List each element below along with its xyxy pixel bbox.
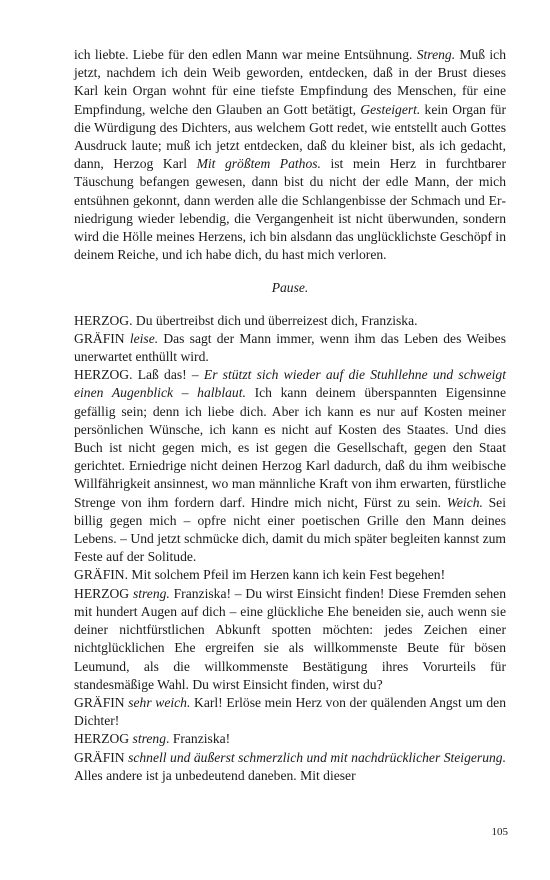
dialogue-text: HERZOG. Du übertreibst dich und überreizest dich, Franziska. xyxy=(74,312,418,328)
dialogue-text: HERZOG. Laß das! – xyxy=(74,367,204,383)
text-paragraph xyxy=(74,366,506,566)
dialogue-text: GRÄFIN xyxy=(74,749,129,765)
stage-direction: schnell und äußerst schmerzlich und mit nachdrücklicher Steigerung. xyxy=(128,749,506,765)
text-paragraph xyxy=(74,749,506,785)
dialogue-text: Franziska! – Du wirst Einsicht finden! Diese Fremden sehen mit hundert Augen auf dich – eine glückliche Ehe beneiden sie, auch wenn sie deiner nichtfürstlichen Abkunft spotten möchten: jedes Zeichen einer nichtglücklichen Ehe ergreifen sie als willkommenste Beute für bösen Leumund, als die willkommenste Bestätigung ihres Vorurteils für standesmäßige Wahl. Du wirst Einsicht finden, wirst du? xyxy=(74,585,507,692)
text-paragraph xyxy=(74,312,506,330)
text-paragraph xyxy=(74,585,506,694)
text-paragraph xyxy=(74,694,506,730)
dialogue-text: Muß ich jetzt, nachdem ich dein Weib geworden, entdecken, daß in der Brust dieses Karl kein Organ wohnt für eine tiefste Empfindung des Menschen, für eine Empfindung, welche den Glauben an Gott betätigt, xyxy=(74,47,506,117)
dialogue-text: Das sagt der Mann immer, wenn ihm das Leben des Weibes unerwartet enthüllt wird. xyxy=(74,330,506,365)
dialogue-text: GRÄFIN. Mit solchem Pfeil im Herzen kann ich kein Fest begehen! xyxy=(74,567,446,583)
dialogue-text: Alles andere ist ja unbedeutend daneben. Mit dieser xyxy=(74,767,356,783)
dialogue-text: HERZOG xyxy=(74,731,133,747)
text-paragraph xyxy=(74,730,506,748)
page-body xyxy=(74,46,506,785)
dialogue-text: GRÄFIN xyxy=(74,694,129,710)
dialogue-text: Karl! Erlöse mein Herz von der quälenden Angst um den Dichter! xyxy=(74,694,506,729)
stage-direction: Streng. xyxy=(416,47,456,62)
dialogue-text: kein Organ für die Würdigung des Dichters, aus welchem Gott redet, wie entstellt auch Gottes Ausdruck laute; muß ich jetzt entdecken, daß du kleiner bist, als ich gedacht, dann, Herzog Karl xyxy=(74,101,506,172)
dialogue-text: ich liebte. Liebe für den edlen Mann war meine Entsühnung. xyxy=(74,47,417,62)
dialogue-text: HERZOG xyxy=(74,585,133,601)
stage-direction: streng xyxy=(132,731,167,747)
dialogue-text: GRÄFIN xyxy=(74,330,130,346)
text-paragraph xyxy=(74,46,506,264)
text-paragraph xyxy=(74,330,506,366)
dialogue-text: Ich kann deinem überspannten Eigensinne gefällig sein; denn ich liebe dich. Aber ich kann es nur auf Kosten meiner persönlichen Wünsche, ich kann es nicht auf Kosten des Staates. Und dies Buch ist nicht gegen mich, es ist gegen die Gesellschaft, gegen den Staat gerichtet. Erniedrige nicht deinen Herzog Karl dadurch, daß du ihm weibische Willfährigkeit ansinnest, wo man männliche Kraft von ihm erwarten, fürstliche Strenge von ihm fordern darf. Hindre mich nicht, Fürst zu sein. xyxy=(74,385,506,510)
page-number: 105 xyxy=(491,826,508,838)
stage-direction-pause xyxy=(74,279,506,297)
stage-direction: Weich. xyxy=(446,494,483,510)
stage-direction: sehr weich. xyxy=(128,694,191,710)
stage-direction: streng. xyxy=(132,585,170,601)
text-paragraph xyxy=(74,566,506,584)
dialogue-text: ist mein Herz in furchtbarer Täuschung befangen gewesen, dann bist du nicht der edle Mann, der mich entsühnen gekonnt, dann werden alle die Schlangenbisse der Schmach und Erniedrigung wieder lebendig, die Vergangenheit ist nicht überwunden, sondern wird die Hölle meines Herzens, ich bin alsdann das unglücklichste Geschöpf in deinem Reiche, und ich habe dich, du hast mich verloren. xyxy=(74,156,506,263)
stage-direction: Er stützt sich wieder auf die Stuhllehne und schweigt einen Augenblick – halblaut. xyxy=(74,367,506,401)
stage-direction: Mit größtem Pathos. xyxy=(196,156,321,172)
dialogue-text: Sei billig gegen mich – opfre nicht einer poetischen Grille den Mann deines Lebens. – Und jetzt schmücke dich, damit du mich später begleiten kannst zum Feste auf der Solitude. xyxy=(74,494,506,565)
dialogue-text: . Franziska! xyxy=(166,731,231,747)
stage-direction: Gesteigert. xyxy=(360,101,421,117)
stage-direction: Pause. xyxy=(271,280,309,296)
stage-direction: leise. xyxy=(129,330,159,346)
